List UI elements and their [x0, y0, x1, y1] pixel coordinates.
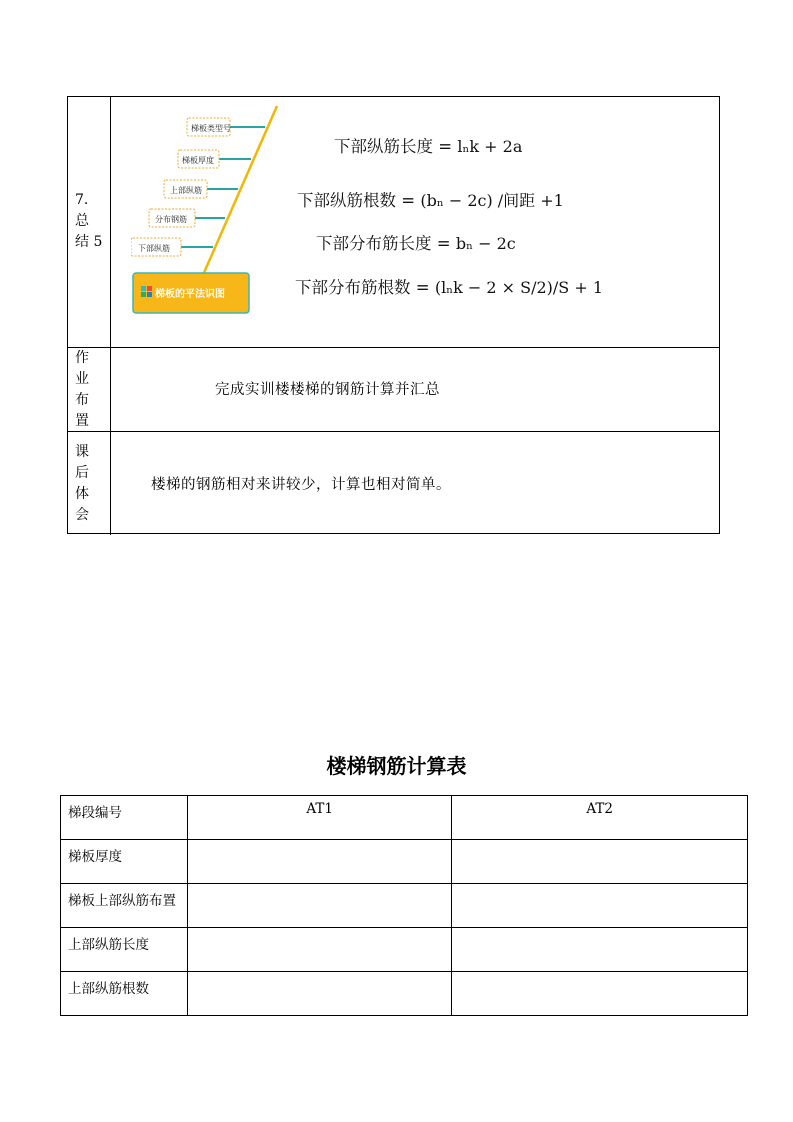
mindmap-tag-bottom-rebar: 下部纵筋 [138, 244, 170, 253]
table-cell: 梯段编号 [61, 796, 188, 840]
reflection-label-line: 后 [75, 465, 89, 481]
formula-text: 下部分布筋长度 = [316, 234, 451, 253]
table-cell[interactable] [452, 884, 748, 928]
mindmap-tag-top-rebar: 上部纵筋 [170, 186, 202, 195]
table-row [61, 796, 748, 840]
summary-label-line: 7. [75, 192, 89, 208]
table-cell: AT2 [452, 796, 748, 840]
formula-text: 下部纵筋长度 = [334, 137, 453, 156]
reflection-label [68, 432, 111, 535]
formula-math: (bₙ − 2c) /间距 +1 [420, 191, 564, 210]
table-cell: 上部纵筋长度 [61, 928, 188, 972]
table-cell: 梯板厚度 [61, 840, 188, 884]
homework-row [68, 348, 719, 432]
reflection-row [68, 432, 719, 535]
formula-text: 下部纵筋根数 = [297, 191, 416, 210]
reflection-label-line: 会 [75, 507, 89, 523]
summary-label-line: 总 [75, 213, 89, 229]
mindmap-center-label: 梯板的平法识图 [155, 289, 225, 300]
table-cell: 上部纵筋根数 [61, 972, 188, 1016]
table-cell[interactable] [187, 840, 452, 884]
table-row [61, 972, 748, 1016]
table-cell[interactable] [452, 928, 748, 972]
formula-bottom-rebar-count [297, 187, 564, 211]
reflection-content [111, 432, 719, 535]
mindmap-diagram [131, 97, 291, 319]
table-cell[interactable] [187, 928, 452, 972]
table-cell[interactable] [452, 840, 748, 884]
formula-distribution-length [316, 230, 516, 254]
homework-content [111, 348, 719, 431]
summary-content [111, 97, 719, 347]
formula-math: (lₙk − 2 × S/2)/S + 1 [434, 278, 604, 297]
formula-distribution-count [295, 274, 603, 298]
center-node-icon [141, 292, 146, 297]
homework-label-line: 布 [75, 392, 89, 408]
formula-text: 下部分布筋根数 = [295, 278, 430, 297]
center-node-icon [141, 286, 146, 291]
homework-label-line: 作 [75, 350, 89, 366]
homework-label-line: 置 [75, 413, 89, 429]
lesson-table [67, 96, 720, 534]
table-cell[interactable] [187, 972, 452, 1016]
summary-row [68, 97, 719, 348]
reflection-label-line: 课 [75, 444, 89, 460]
calc-table-title: 楼梯钢筋计算表 [326, 754, 467, 778]
table-row [61, 928, 748, 972]
mindmap-tag-type: 梯板类型号 [191, 124, 231, 133]
summary-label-line: 结 5 [75, 234, 103, 250]
center-node-icon [147, 286, 152, 291]
formula-math: lₙk + 2a [457, 137, 523, 156]
mindmap-tag-thickness: 梯板厚度 [182, 156, 214, 165]
summary-label [68, 97, 111, 347]
table-cell: AT1 [187, 796, 452, 840]
formula-bottom-rebar-length [334, 133, 522, 157]
table-row [61, 840, 748, 884]
homework-label [68, 348, 111, 431]
formula-math: bₙ − 2c [455, 234, 516, 253]
table-cell: 梯板上部纵筋布置 [61, 884, 188, 928]
reflection-text: 楼梯的钢筋相对来讲较少，计算也相对简单。 [151, 477, 451, 493]
center-node-icon [147, 292, 152, 297]
mindmap-tag-distribution: 分布钢筋 [155, 215, 187, 224]
table-cell[interactable] [452, 972, 748, 1016]
table-row [61, 884, 748, 928]
table-cell[interactable] [187, 884, 452, 928]
homework-text: 完成实训楼楼梯的钢筋计算并汇总 [215, 382, 440, 398]
calc-table [60, 795, 748, 1016]
homework-label-line: 业 [75, 371, 89, 387]
reflection-label-line: 体 [75, 486, 89, 502]
